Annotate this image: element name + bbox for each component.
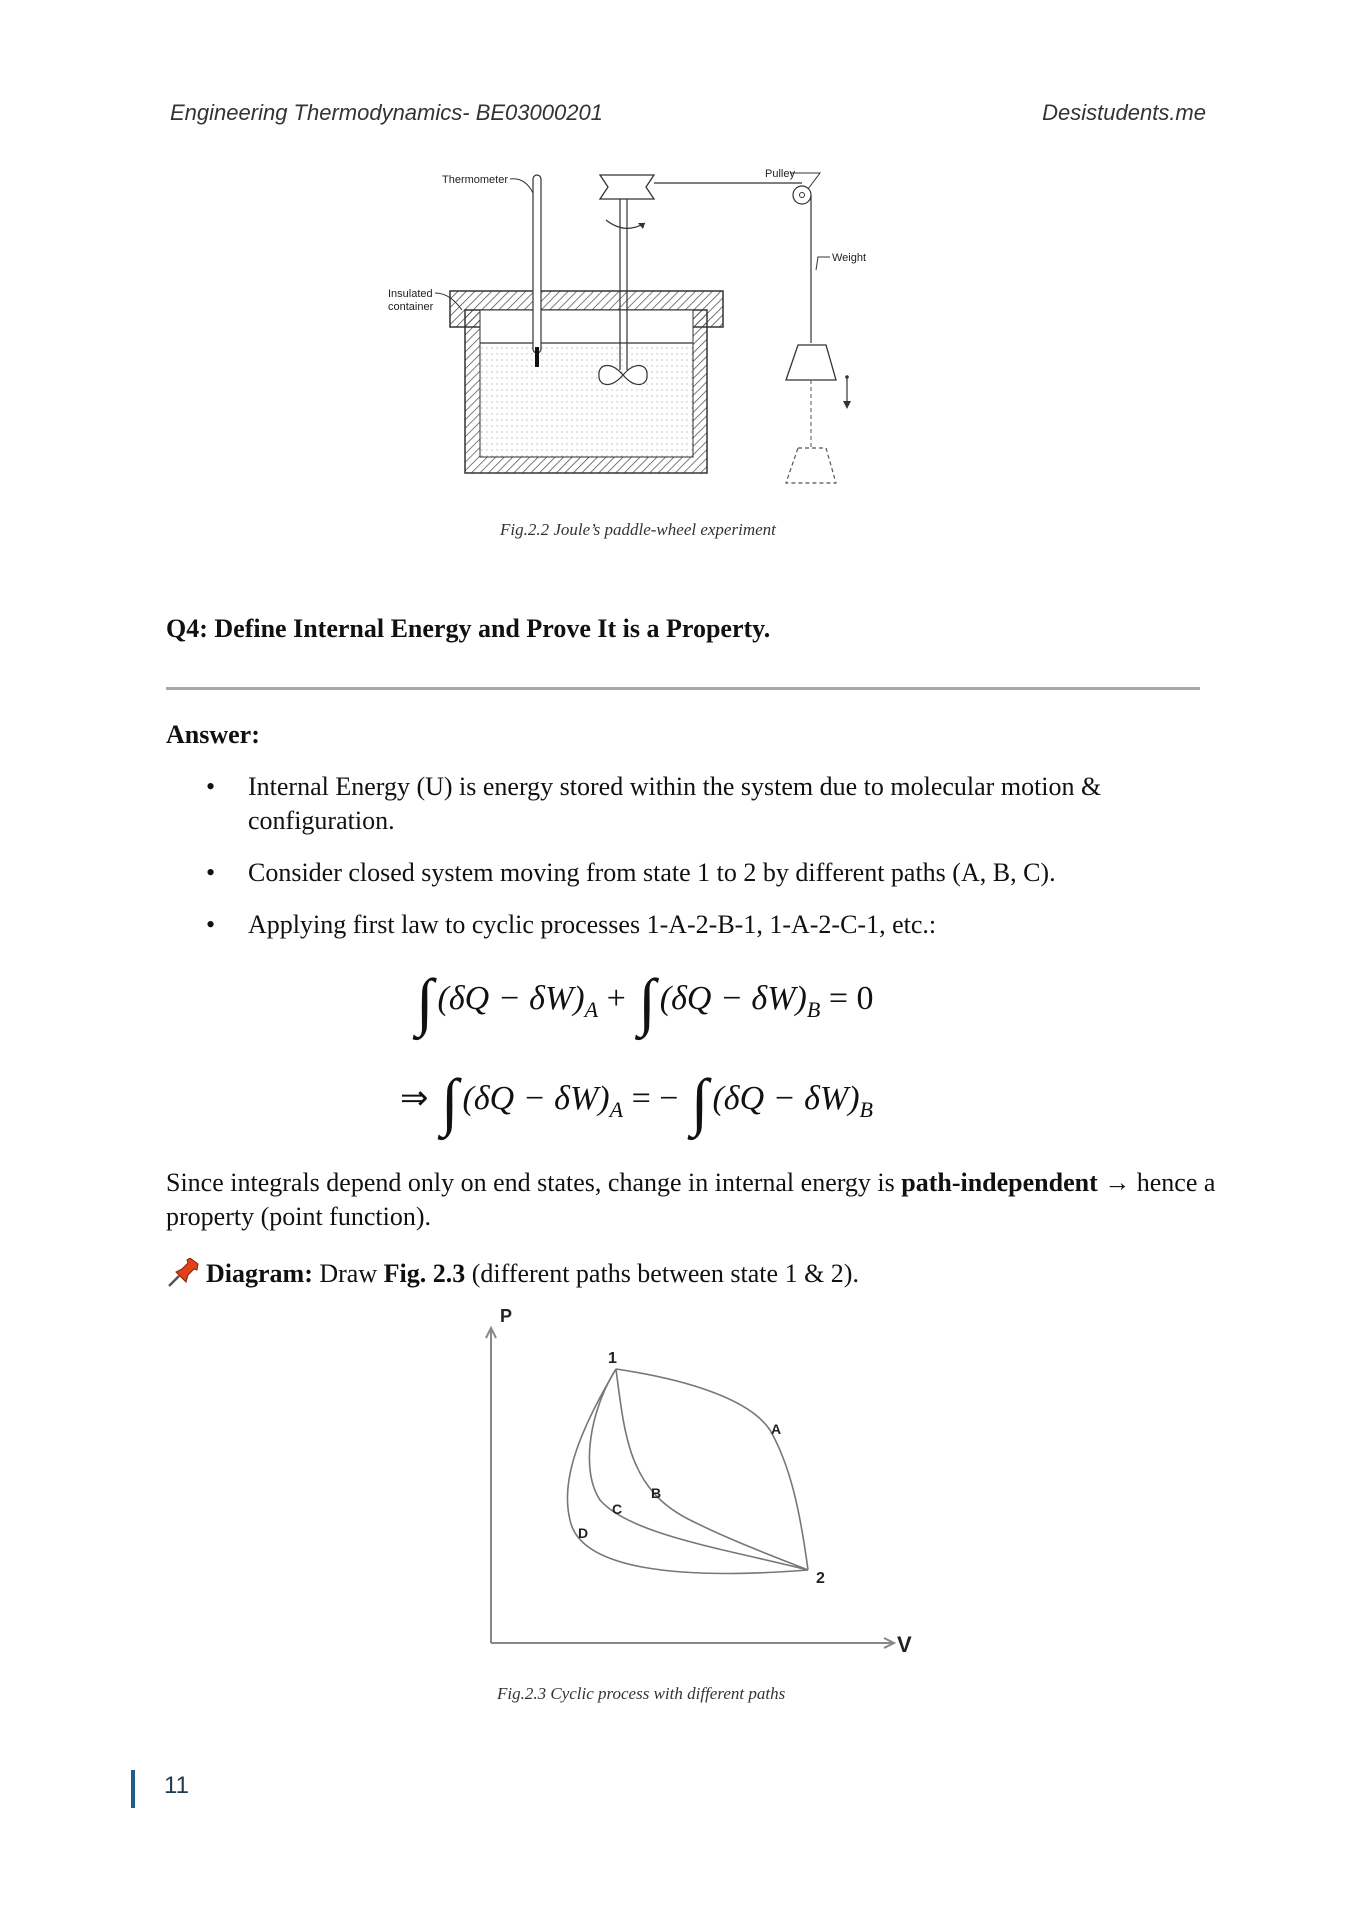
thermometer bbox=[533, 175, 541, 353]
p-axis-label: P bbox=[500, 1306, 513, 1326]
water bbox=[480, 343, 693, 457]
running-header-title: Engineering Thermodynamics- BE03000201 bbox=[170, 100, 603, 125]
running-header-site: Desistudents.me bbox=[1042, 100, 1206, 125]
label-pulley: Pulley bbox=[765, 168, 795, 180]
label-thermometer: Thermometer bbox=[442, 174, 509, 186]
bullet-item bbox=[166, 770, 1206, 838]
answer-bullet-list bbox=[166, 770, 1206, 960]
pushpin-icon bbox=[166, 1258, 200, 1288]
bullet-text: Applying first law to cyclic processes 1-A-2-B-1, 1-A-2-C-1, etc.: bbox=[248, 910, 937, 939]
path-d-label: D bbox=[578, 1525, 589, 1541]
label-weight: Weight bbox=[832, 252, 867, 264]
figure-joule-paddle-wheel bbox=[380, 165, 1000, 565]
label-container: container bbox=[388, 301, 434, 313]
bullet-dot: • bbox=[206, 910, 216, 939]
pv-diagram bbox=[430, 1300, 950, 1680]
bullet-item bbox=[166, 908, 1206, 942]
weight bbox=[786, 345, 836, 380]
figure-2-2-caption: Fig.2.2 Joule’s paddle-wheel experiment bbox=[500, 520, 776, 539]
question-title: Q4: Define Internal Energy and Prove It is a Property. bbox=[166, 614, 771, 643]
path-b bbox=[616, 1369, 808, 1570]
diagram-note: Diagram: Draw Fig. 2.3 (different paths between state 1 & 2). bbox=[166, 1257, 859, 1291]
equation-line-1: ∫ $(\delta Q - \delta W)_A$ + ∫ $(\delta Q - \delta W)_B = 0$ bbox=[416, 966, 874, 1037]
path-a-label: A bbox=[771, 1421, 782, 1437]
path-d bbox=[567, 1369, 808, 1573]
state-2-label: 2 bbox=[816, 1570, 825, 1587]
weight-lowered bbox=[786, 448, 836, 483]
v-axis-label: V bbox=[897, 1632, 912, 1657]
page-number-bar bbox=[131, 1770, 135, 1808]
conclusion-paragraph: Since integrals depend only on end states, change in internal energy is path-independent → hence a property (point function). bbox=[166, 1168, 1216, 1231]
state-1-label: 1 bbox=[608, 1350, 617, 1367]
equation-line-2: ⇒ ∫ $(\delta Q - \delta W)_A$ = − ∫ $(\delta Q - \delta W)_B$ bbox=[400, 1066, 873, 1137]
bullet-item bbox=[166, 856, 1206, 890]
answer-label: Answer: bbox=[166, 720, 260, 749]
path-b-label: B bbox=[651, 1485, 662, 1501]
bullet-dot: • bbox=[206, 772, 216, 801]
page-number: 11 bbox=[164, 1772, 189, 1799]
path-a bbox=[616, 1369, 808, 1570]
bullet-text: Internal Energy (U) is energy stored within the system due to molecular motion & configuration. bbox=[248, 772, 1102, 835]
path-c bbox=[589, 1369, 808, 1570]
figure-2-3-caption: Fig.2.3 Cyclic process with different paths bbox=[497, 1684, 786, 1703]
label-insulated: Insulated bbox=[388, 288, 433, 300]
figure-pv-cyclic-paths bbox=[430, 1300, 950, 1680]
bullet-text: Consider closed system moving from state 1 to 2 by different paths (A, B, C). bbox=[248, 858, 1056, 887]
path-c-label: C bbox=[612, 1501, 623, 1517]
section-divider bbox=[166, 687, 1200, 690]
bullet-dot: • bbox=[206, 858, 216, 887]
emphasis-path-independent: path-independent bbox=[901, 1168, 1098, 1197]
joule-apparatus-diagram bbox=[380, 165, 1000, 565]
spool bbox=[600, 175, 654, 199]
